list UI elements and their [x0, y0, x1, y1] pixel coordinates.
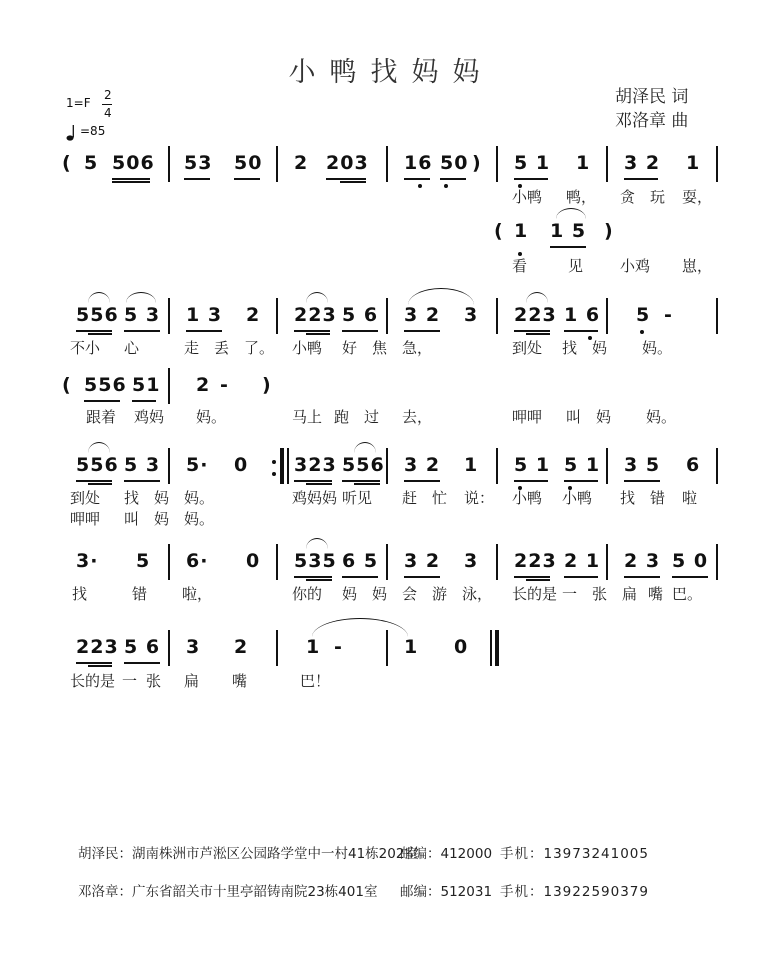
- beam: [184, 178, 210, 180]
- beam: [234, 178, 260, 180]
- beam: [294, 330, 330, 332]
- lyric: 长的是: [512, 585, 558, 603]
- note-group: 223: [76, 636, 119, 658]
- barline: [716, 544, 718, 580]
- paren-close: ): [472, 152, 482, 174]
- lyric: 妈。: [184, 489, 215, 507]
- lyric: 崽，: [682, 257, 713, 275]
- beam: [514, 178, 548, 180]
- note-dotted: 3·: [76, 550, 99, 572]
- lyric: 妈。: [196, 408, 227, 426]
- score-line-2: [0, 298, 782, 338]
- lyric: 嘴: [648, 585, 664, 603]
- paren-open: (: [62, 374, 72, 396]
- paren-open: (: [494, 220, 504, 242]
- barline: [287, 448, 289, 484]
- lyric: 呷呷: [512, 408, 543, 426]
- barline: [276, 630, 278, 666]
- note-group: 556: [76, 304, 119, 326]
- lyric: 鸭，: [566, 188, 597, 206]
- final-barline: [495, 630, 499, 666]
- lyric: 扁: [622, 585, 638, 603]
- dash: -: [664, 304, 673, 326]
- lyric: 错: [650, 489, 666, 507]
- dash: -: [334, 636, 343, 658]
- low-octave-dot: [640, 330, 644, 334]
- barline: [276, 544, 278, 580]
- beam: [88, 483, 112, 485]
- barline: [496, 146, 498, 182]
- lyric: 叫: [566, 408, 582, 426]
- beam: [624, 178, 658, 180]
- lyricist-credit: 胡泽民 词: [615, 87, 689, 107]
- contact-phone: 手机：13922590379: [500, 884, 649, 900]
- slur: [306, 538, 328, 549]
- contact-lyricist: [78, 842, 418, 862]
- barline: [606, 146, 608, 182]
- lyric: 一: [122, 672, 138, 690]
- lyric: 说：: [464, 489, 495, 507]
- note: 5: [84, 152, 99, 174]
- paren-open: (: [62, 152, 72, 174]
- score-line-2b: [0, 368, 782, 408]
- contact-phone: 手机：13973241005: [500, 846, 649, 862]
- lyric: 扁: [184, 672, 200, 690]
- slur: [306, 292, 328, 303]
- repeat-dot: [272, 460, 276, 464]
- note-group: 5 6: [342, 304, 379, 326]
- lyric: 妈: [596, 408, 612, 426]
- rest: 0: [246, 550, 261, 572]
- beam: [76, 330, 112, 332]
- lyric: 张: [146, 672, 162, 690]
- lyric: 过: [364, 408, 380, 426]
- lyric: 妈。: [642, 339, 673, 357]
- lyric: 妈。: [646, 408, 677, 426]
- lyric: 啦: [682, 489, 698, 507]
- note-group: 1 6: [564, 304, 601, 326]
- lyric: 呷呷: [70, 510, 101, 528]
- beam: [526, 579, 550, 581]
- score-line-1b: [0, 214, 782, 254]
- lyric: 丢: [214, 339, 230, 357]
- barline: [716, 298, 718, 334]
- lyric: 鸡妈: [134, 408, 165, 426]
- repeat-dot: [272, 472, 276, 476]
- lyric: 小鸭: [292, 339, 323, 357]
- beam: [88, 333, 112, 335]
- note-group: 556: [76, 454, 119, 476]
- barline: [168, 298, 170, 334]
- note-group: 556: [342, 454, 385, 476]
- contact-postcode: 邮编：512031: [400, 884, 493, 900]
- barline: [168, 448, 170, 484]
- barline: [496, 448, 498, 484]
- barline: [386, 630, 388, 666]
- time-signature-bottom: 4: [104, 106, 112, 120]
- barline: [168, 630, 170, 666]
- lyric: 啦，: [182, 585, 213, 603]
- note-group: 3 5: [624, 454, 661, 476]
- note-group: 556: [84, 374, 127, 396]
- slur: [526, 292, 548, 303]
- beam: [306, 483, 332, 485]
- lyric: 了。: [244, 339, 275, 357]
- note: 2: [234, 636, 249, 658]
- contact-composer: [78, 880, 377, 900]
- note-group: 51: [132, 374, 161, 396]
- note-group: 50: [234, 152, 263, 174]
- note-group: 5 3: [124, 454, 161, 476]
- lyric: 玩: [650, 188, 666, 206]
- beam: [514, 480, 548, 482]
- lyric: 去，: [402, 408, 433, 426]
- beam: [564, 330, 598, 332]
- note-group: 5 1: [514, 152, 551, 174]
- lyric: 焦: [372, 339, 388, 357]
- note-group: 203: [326, 152, 369, 174]
- beam: [294, 576, 332, 578]
- contact-name: 邓洛章：: [78, 884, 132, 900]
- time-signature-top: 2: [104, 88, 112, 102]
- slur: [126, 292, 156, 303]
- note-group: 3 2: [404, 454, 441, 476]
- note-group: 2 1: [564, 550, 601, 572]
- note-group: 3 2: [624, 152, 661, 174]
- lyric: 马上: [292, 408, 323, 426]
- lyric: 忙: [432, 489, 448, 507]
- lyric: 错: [132, 585, 148, 603]
- score-line-3: [0, 448, 782, 488]
- slur: [88, 442, 110, 453]
- note-group: 5 1: [514, 454, 551, 476]
- note: 1: [464, 454, 479, 476]
- beam: [514, 576, 550, 578]
- lyric: 到处: [512, 339, 543, 357]
- beam: [342, 480, 380, 482]
- tie: [312, 618, 408, 637]
- time-signature-divider: [102, 104, 112, 105]
- low-octave-dot: [444, 184, 448, 188]
- note-group: 3 2: [404, 304, 441, 326]
- lyric: 好: [342, 339, 358, 357]
- note-group: 223: [514, 304, 557, 326]
- slur: [408, 288, 474, 305]
- lyric: 到处: [70, 489, 101, 507]
- composer-credit: 邓洛章 曲: [615, 111, 689, 131]
- barline: [496, 298, 498, 334]
- beam: [294, 480, 332, 482]
- note: 5: [636, 304, 651, 326]
- key-signature: 1=F: [66, 96, 91, 110]
- lyric: 赶: [402, 489, 418, 507]
- note-group: 6 5: [342, 550, 379, 572]
- barline: [386, 544, 388, 580]
- slur: [88, 292, 110, 303]
- barline: [168, 146, 170, 182]
- rest: 0: [234, 454, 249, 476]
- note-group: 50: [440, 152, 469, 174]
- barline: [716, 146, 718, 182]
- repeat-barline: [280, 448, 284, 484]
- lyric: 走: [184, 339, 200, 357]
- barline: [276, 298, 278, 334]
- beam: [440, 178, 466, 180]
- lyric: 看: [512, 257, 528, 275]
- lyric: 小鸡: [620, 257, 651, 275]
- beam: [340, 181, 366, 183]
- note: 1: [686, 152, 701, 174]
- note-group: 223: [514, 550, 557, 572]
- lyric: 泳，: [462, 585, 493, 603]
- contact-name: 胡泽民：: [78, 846, 132, 862]
- contact-address: 湖南株洲市芦淞区公园路学堂中一村41栋202室: [132, 846, 418, 862]
- lyric: 小鸭: [562, 489, 593, 507]
- slur: [354, 442, 376, 453]
- barline: [386, 448, 388, 484]
- beam: [342, 576, 378, 578]
- lyric: 贪: [620, 188, 636, 206]
- note-dotted: 6·: [186, 550, 209, 572]
- lyric: 张: [592, 585, 608, 603]
- lyric: 妈: [342, 585, 358, 603]
- beam: [514, 330, 550, 332]
- lyric: 长的是: [70, 672, 116, 690]
- note-group: 5 3: [124, 304, 161, 326]
- lyric: 跟着: [86, 408, 117, 426]
- barline: [276, 146, 278, 182]
- barline: [168, 544, 170, 580]
- lyric: 妈: [592, 339, 608, 357]
- beam: [186, 330, 222, 332]
- paren-close: ): [604, 220, 614, 242]
- quarter-note-icon: [66, 124, 78, 146]
- note-group: 2 3: [624, 550, 661, 572]
- note: 2: [246, 304, 261, 326]
- lyric: 妈。: [184, 510, 215, 528]
- beam: [124, 330, 160, 332]
- lyric: 巴。: [672, 585, 703, 603]
- note-group: 1 5: [550, 220, 587, 242]
- note: 1: [576, 152, 591, 174]
- note-group: 5 0: [672, 550, 709, 572]
- final-barline: [490, 630, 492, 666]
- note-group: 5 6: [124, 636, 161, 658]
- note-group: 53: [184, 152, 213, 174]
- beam: [564, 576, 598, 578]
- lyric: 妈: [372, 585, 388, 603]
- lyric: 你的: [292, 585, 323, 603]
- lyric: 妈: [154, 489, 170, 507]
- beam: [624, 480, 660, 482]
- beam: [550, 246, 586, 248]
- beam: [112, 181, 150, 183]
- low-octave-dot: [418, 184, 422, 188]
- note-group: 1 3: [186, 304, 223, 326]
- barline: [606, 448, 608, 484]
- beam: [624, 576, 660, 578]
- note-group: 223: [294, 304, 337, 326]
- note-group: 16: [404, 152, 433, 174]
- note: 3: [186, 636, 201, 658]
- contact-address: 广东省韶关市十里亭韶铸南院23栋401室: [132, 884, 378, 900]
- note: 3: [464, 550, 479, 572]
- beam: [76, 480, 112, 482]
- dash: -: [220, 374, 229, 396]
- note-group: 506: [112, 152, 155, 174]
- note-group: 323: [294, 454, 337, 476]
- tempo-marking: =85: [80, 124, 106, 138]
- beam: [404, 480, 440, 482]
- lyric: 听见: [342, 489, 373, 507]
- beam: [132, 400, 156, 402]
- note: 3: [464, 304, 479, 326]
- note: 1: [514, 220, 529, 242]
- paren-close: ): [262, 374, 272, 396]
- barline: [716, 448, 718, 484]
- beam: [354, 483, 380, 485]
- lyric: 见: [568, 257, 584, 275]
- rest: 0: [454, 636, 469, 658]
- lyric: 找: [562, 339, 578, 357]
- lyric: 小鸭: [512, 188, 543, 206]
- note-group: 5 1: [564, 454, 601, 476]
- beam: [326, 178, 366, 180]
- lyric: 跑: [334, 408, 350, 426]
- barline: [496, 544, 498, 580]
- beam: [564, 480, 598, 482]
- barline: [606, 298, 608, 334]
- beam: [112, 178, 150, 180]
- beam: [404, 330, 440, 332]
- lyric: 耍，: [682, 188, 713, 206]
- lyric: 找: [124, 489, 140, 507]
- beam: [404, 178, 430, 180]
- lyric: 叫: [124, 510, 140, 528]
- note: 5: [136, 550, 151, 572]
- song-title: 小鸭找妈妈: [288, 57, 494, 88]
- lyric: 巴！: [300, 672, 331, 690]
- slur: [556, 208, 586, 219]
- lyric: 嘴: [232, 672, 248, 690]
- barline: [386, 146, 388, 182]
- lyric: 鸡妈妈: [292, 489, 338, 507]
- beam: [404, 576, 440, 578]
- barline: [386, 298, 388, 334]
- lyric: 找: [72, 585, 88, 603]
- lyric: 不小: [70, 339, 101, 357]
- lyric: 急，: [402, 339, 433, 357]
- note: 2: [294, 152, 309, 174]
- note-dotted: 5·: [186, 454, 209, 476]
- barline: [168, 368, 170, 404]
- lyric: 心: [124, 339, 140, 357]
- note-group: 3 2: [404, 550, 441, 572]
- beam: [124, 662, 160, 664]
- lyric: 会: [402, 585, 418, 603]
- lyric: 游: [432, 585, 448, 603]
- note: 2: [196, 374, 211, 396]
- beam: [84, 400, 120, 402]
- score-line-4: [0, 544, 782, 584]
- beam: [88, 665, 112, 667]
- lyric: 一: [562, 585, 578, 603]
- note-group: 535: [294, 550, 337, 572]
- beam: [76, 662, 112, 664]
- beam: [526, 333, 550, 335]
- score-line-5: [0, 630, 782, 670]
- beam: [342, 330, 378, 332]
- lyric: 小鸭: [512, 489, 543, 507]
- barline: [606, 544, 608, 580]
- lyric: 找: [620, 489, 636, 507]
- note: 1: [306, 636, 321, 658]
- beam: [306, 579, 332, 581]
- note: 1: [404, 636, 419, 658]
- contact-postcode: 邮编：412000: [400, 846, 493, 862]
- score-line-1: [0, 146, 782, 186]
- beam: [672, 576, 708, 578]
- beam: [306, 333, 330, 335]
- note: 6: [686, 454, 701, 476]
- beam: [124, 480, 160, 482]
- lyric: 妈: [154, 510, 170, 528]
